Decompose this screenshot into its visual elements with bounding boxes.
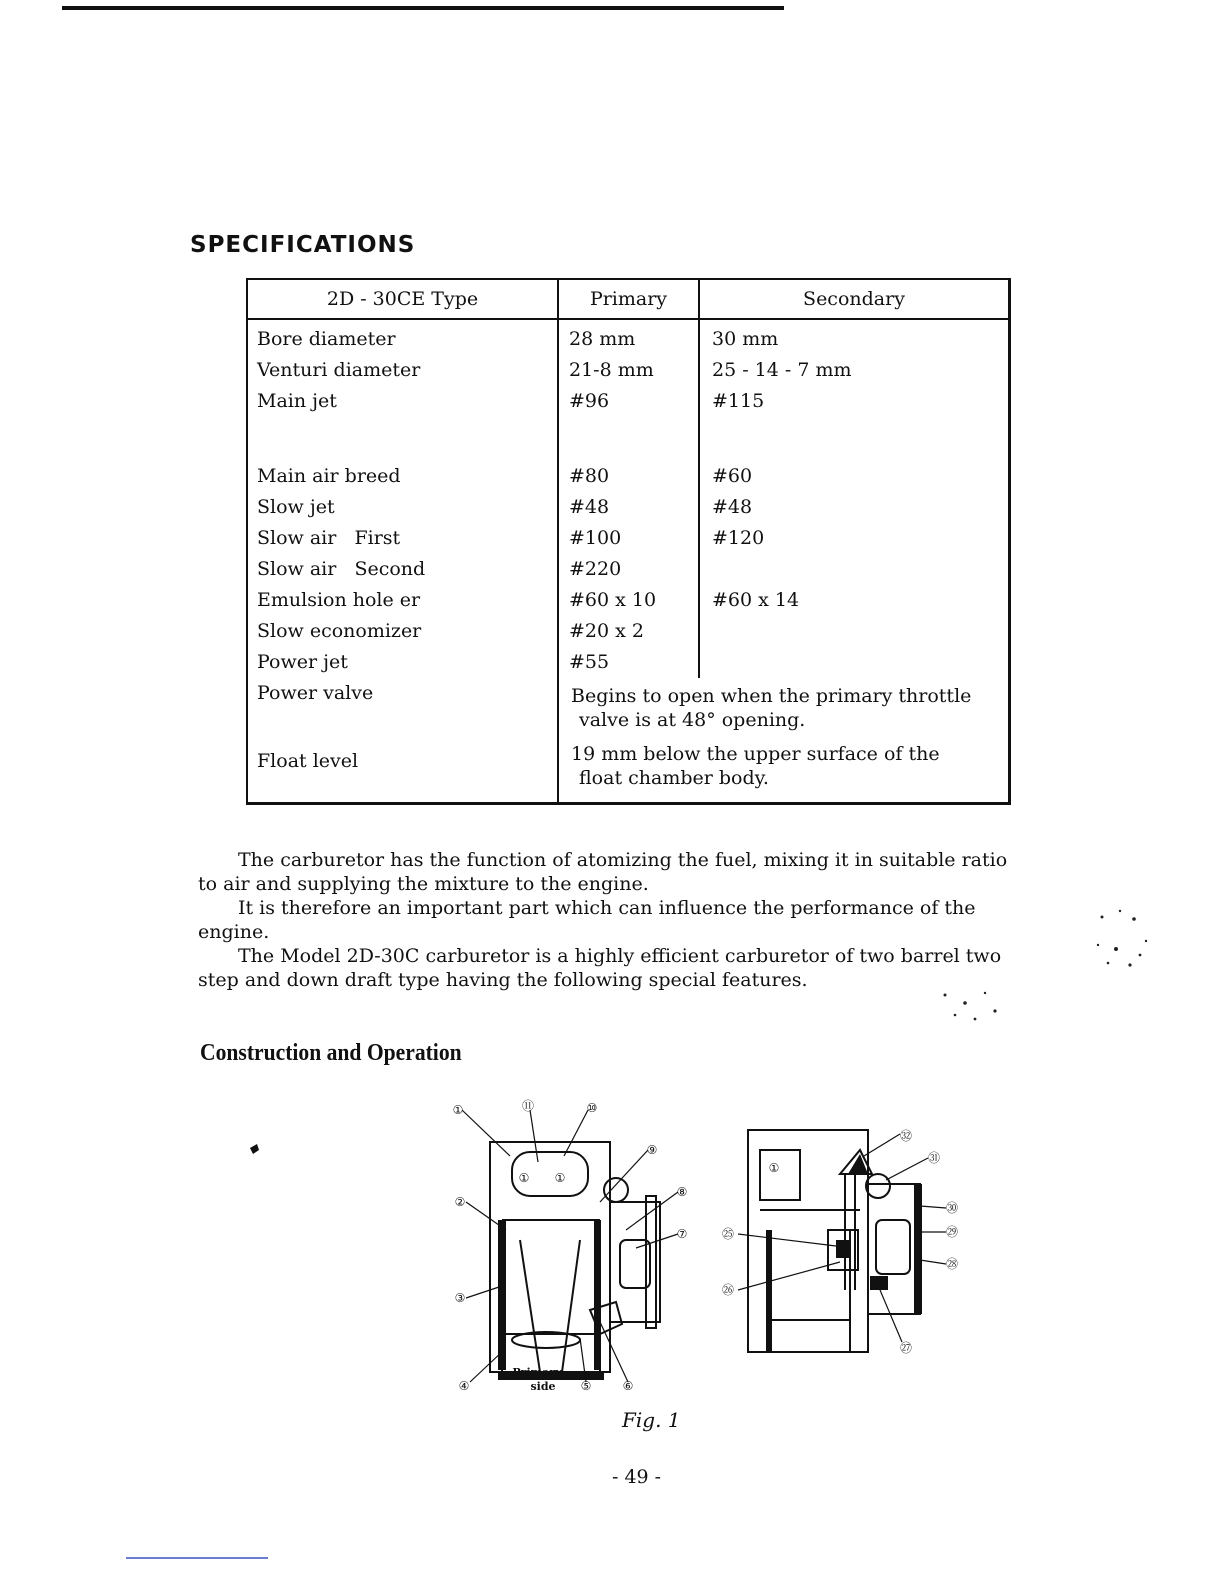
value-line-1: 19 mm below the upper surface of the — [571, 743, 940, 765]
callout: ㉛ — [927, 1151, 941, 1165]
row-secondary — [699, 616, 1010, 647]
row-label: Slow jet — [247, 492, 558, 523]
row-label: Emulsion hole er — [247, 585, 558, 616]
row-label: Power jet — [247, 647, 558, 678]
page-number: - 49 - — [612, 1466, 662, 1488]
row-primary: #60 x 10 — [558, 585, 699, 616]
callout: ⑥ — [622, 1379, 634, 1393]
table-row — [247, 386, 1010, 417]
scan-noise — [1090, 905, 1160, 1000]
value-line-1: Begins to open when the primary throttle — [571, 685, 972, 707]
row-primary: #220 — [558, 554, 699, 585]
table-row — [247, 355, 1010, 386]
callout: ㉘ — [945, 1257, 959, 1271]
row-primary: #96 — [558, 386, 699, 417]
row-value — [558, 678, 1010, 736]
row-secondary: #115 — [712, 390, 765, 412]
table-row — [247, 523, 1010, 554]
value-line-2: valve is at 48° opening. — [579, 709, 806, 731]
paragraph: The carburetor has the function of atomizing the fuel, mixing it in suitable ratio to air and supplying the mixture to the engine. — [198, 849, 1008, 895]
row-primary: #100 — [558, 523, 699, 554]
callout: ㉖ — [721, 1283, 735, 1297]
section-heading: SPECIFICATIONS — [190, 232, 416, 258]
figure-caption: Fig. 1 — [622, 1408, 681, 1432]
row-primary: #55 — [558, 647, 699, 678]
callout: ⑤ — [580, 1379, 592, 1393]
row-secondary: 25 - 14 - 7 mm — [712, 359, 852, 381]
primary-side-label: side — [530, 1380, 556, 1393]
header-primary: Primary — [558, 279, 699, 319]
table-row — [247, 616, 1010, 647]
row-primary: #80 — [558, 461, 699, 492]
row-label: Main jet — [247, 386, 558, 417]
table-spacer-row — [247, 417, 1010, 461]
row-primary: #20 x 2 — [558, 616, 699, 647]
callout: ④ — [458, 1379, 470, 1393]
row-label: Slow air Second — [247, 554, 558, 585]
callout: ① — [452, 1103, 464, 1117]
carburetor-figure — [440, 1090, 980, 1410]
row-primary: 28 mm — [558, 319, 699, 355]
row-label: Main air breed — [247, 461, 558, 492]
callout: ㉗ — [899, 1341, 913, 1355]
callout: ① — [518, 1171, 530, 1185]
paragraph: It is therefore an important part which can influence the performance of the engine. — [198, 897, 976, 943]
table-row — [247, 554, 1010, 585]
row-label: Slow economizer — [247, 616, 558, 647]
sub-heading: Construction and Operation — [200, 1040, 462, 1066]
callout: ② — [454, 1195, 466, 1209]
callout: ① — [554, 1171, 566, 1185]
table-row-power-valve — [247, 678, 1010, 736]
table-row — [247, 461, 1010, 492]
callout: ⑦ — [676, 1227, 688, 1241]
table-row — [247, 585, 1010, 616]
row-secondary: #120 — [712, 527, 765, 549]
bottom-rule — [126, 1557, 268, 1559]
row-secondary — [699, 647, 1010, 678]
callout: ⑩ — [586, 1101, 598, 1115]
callout: ㉚ — [945, 1201, 959, 1215]
callout: ① — [768, 1161, 780, 1175]
table-row-float-level — [247, 736, 1010, 804]
carburetor-diagram — [440, 1090, 980, 1410]
row-secondary: 30 mm — [712, 328, 779, 350]
table-header-row — [247, 279, 1010, 319]
row-secondary: #60 — [712, 465, 753, 487]
row-label: Venturi diameter — [247, 355, 558, 386]
scan-noise — [248, 1142, 264, 1156]
header-secondary: Secondary — [699, 279, 1010, 319]
primary-side-label: Primary — [512, 1366, 562, 1379]
row-secondary — [699, 554, 1010, 585]
row-value — [558, 736, 1010, 804]
specifications-table — [246, 278, 1011, 805]
paragraph: The Model 2D-30C carburetor is a highly efficient carburetor of two barrel two step and down draft type having the following special features. — [198, 945, 1002, 991]
body-text — [198, 848, 1028, 992]
callout: ㉜ — [899, 1129, 913, 1143]
callout: ⑨ — [646, 1143, 658, 1157]
row-label: Power valve — [247, 678, 558, 736]
table-row — [247, 647, 1010, 678]
callout: ⑧ — [676, 1185, 688, 1199]
table-row — [247, 319, 1010, 355]
value-line-2: float chamber body. — [579, 767, 769, 789]
scan-noise — [925, 985, 1015, 1025]
row-label: Bore diameter — [247, 319, 558, 355]
table-row — [247, 492, 1010, 523]
callout: ㉕ — [721, 1227, 735, 1241]
row-primary: #48 — [558, 492, 699, 523]
top-rule — [62, 6, 784, 10]
row-secondary: #48 — [712, 496, 753, 518]
row-primary: 21-8 mm — [558, 355, 699, 386]
row-label: Float level — [247, 736, 558, 804]
header-type: 2D - 30CE Type — [247, 279, 558, 319]
callout: ⑪ — [521, 1099, 535, 1113]
row-label: Slow air First — [247, 523, 558, 554]
row-secondary: #60 x 14 — [712, 589, 800, 611]
callout: ③ — [454, 1291, 466, 1305]
callout: ㉙ — [945, 1225, 959, 1239]
